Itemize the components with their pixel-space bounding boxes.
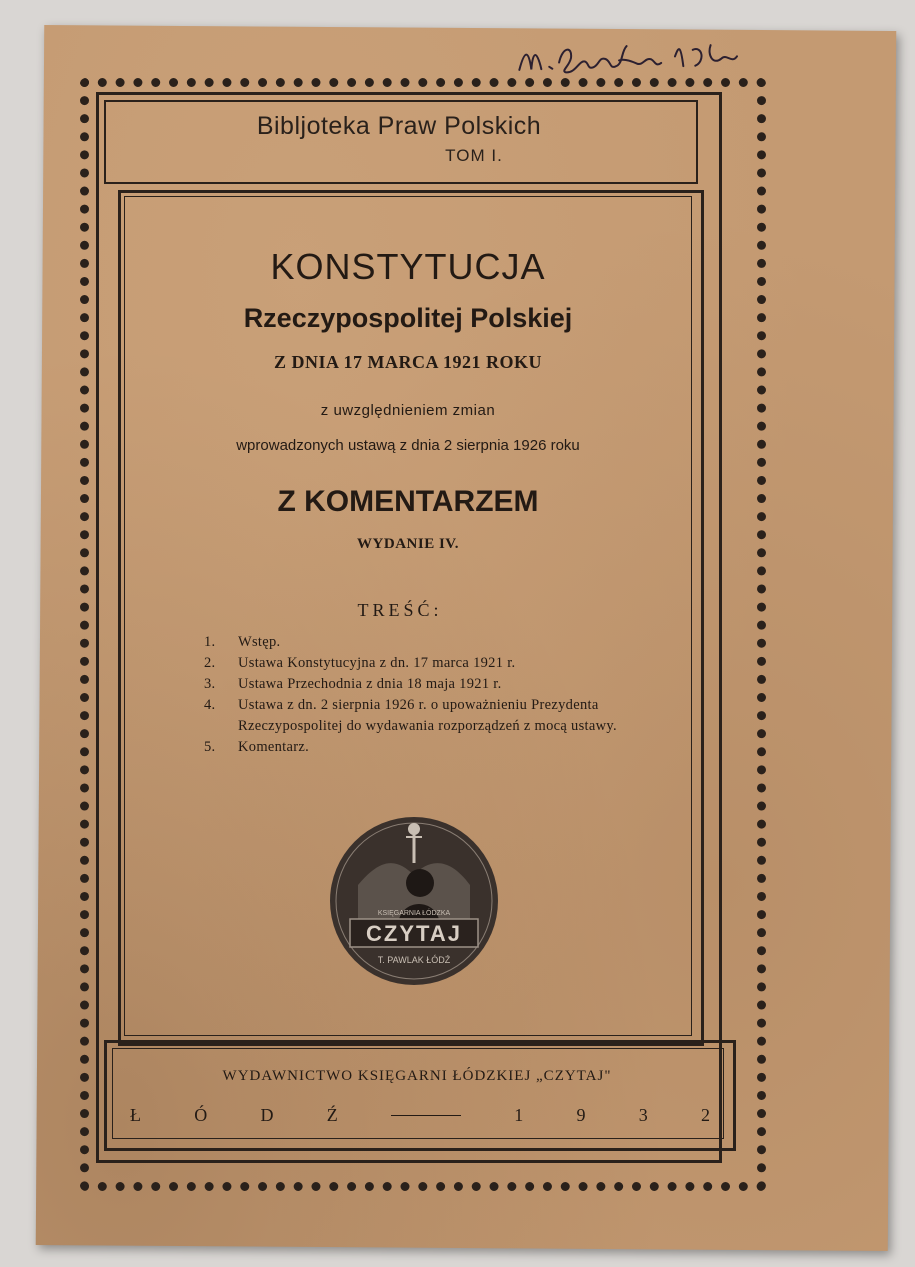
commentary-title: Z KOMENTARZEM <box>277 485 539 518</box>
year-digit: 2 <box>701 1104 710 1125</box>
place-letter: Ó <box>194 1104 208 1125</box>
place-letter: D <box>260 1104 274 1125</box>
contents-item-number: 5. <box>204 739 216 755</box>
amendment-note-line2: wprowadzonych ustawą z dnia 2 sierpnia 1926 roku <box>236 437 580 454</box>
volume-number: TOM I. <box>445 146 503 165</box>
contents-item <box>200 653 630 674</box>
contents-item-text: Ustawa Przechodnia z dnia 18 maja 1921 r. <box>238 676 502 692</box>
year-digit: 3 <box>638 1104 648 1125</box>
separator-dash <box>391 1115 461 1116</box>
year-digit: 9 <box>576 1104 586 1125</box>
contents-item <box>200 737 630 758</box>
subtitle: Rzeczypospolitej Polskiej <box>243 303 573 333</box>
contents-list <box>200 632 630 758</box>
contents-item-text: Ustawa Konstytucyjna z dn. 17 marca 1921 r. <box>238 655 516 671</box>
publisher-name: WYDAWNICTWO KSIĘGARNI ŁÓDZKIEJ „CZYTAJ" <box>222 1068 612 1084</box>
series-title: Bibljoteka Praw Polskich <box>256 112 542 140</box>
contents-item <box>200 695 630 737</box>
contents-item-number: 2. <box>204 655 216 671</box>
emblem-banner-bottom: T. PAWLAK ŁÓDŹ <box>377 955 451 965</box>
main-title: KONSTYTUCJA <box>270 246 546 287</box>
place-letter: Ł <box>130 1104 141 1125</box>
amendment-note-line1: z uwzględnieniem zmian <box>320 402 496 419</box>
contents-item-number: 3. <box>204 676 216 692</box>
emblem-banner-top: KSIĘGARNIA ŁÓDZKA <box>377 910 451 917</box>
contents-heading: TREŚĆ: <box>357 600 443 620</box>
place-and-year <box>130 1103 710 1127</box>
edition-label: WYDANIE IV. <box>357 536 459 552</box>
contents-item <box>200 674 630 695</box>
year-digit: 1 <box>514 1104 524 1125</box>
constitution-date: Z DNIA 17 MARCA 1921 ROKU <box>273 352 542 372</box>
contents-item-text: Wstęp. <box>238 634 281 650</box>
place-letter: Ź <box>326 1104 338 1125</box>
contents-item-number: 4. <box>204 697 216 713</box>
contents-item-text: Komentarz. <box>238 739 310 755</box>
contents-item <box>200 632 630 653</box>
contents-item-number: 1. <box>204 634 216 650</box>
contents-item-text: Ustawa z dn. 2 sierpnia 1926 r. o upoważnieniu Prezydenta Rzeczypospolitej do wydawania rozporządzeń z mocą ustawy. <box>238 697 617 734</box>
handwritten-signature <box>514 34 745 82</box>
emblem-name: CZYTAJ <box>366 921 462 946</box>
publisher-emblem-icon <box>328 815 500 987</box>
